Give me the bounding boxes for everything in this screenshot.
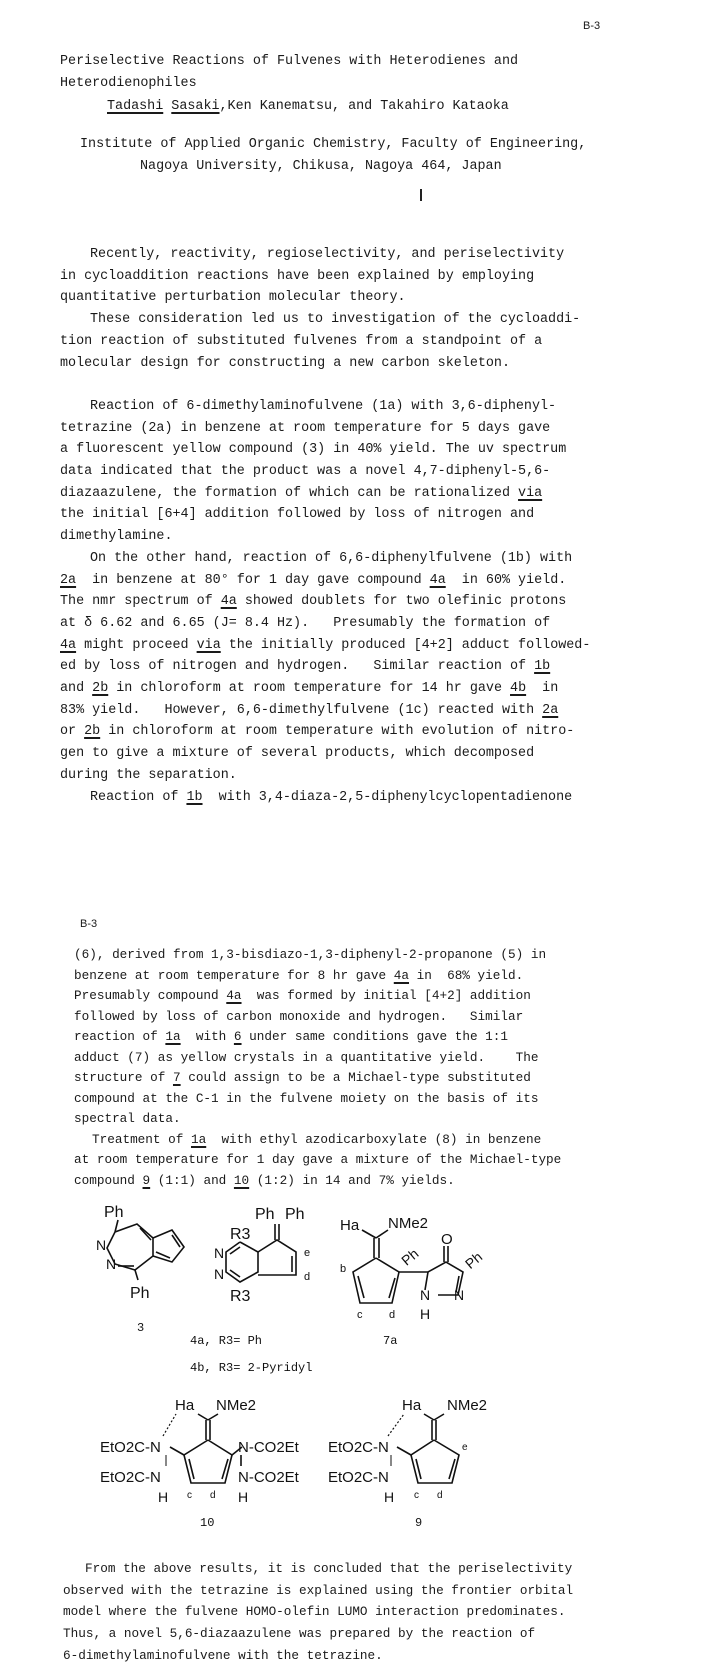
text-line	[63, 1580, 573, 1602]
proton-label: e	[304, 1247, 311, 1259]
compound-reference: 2a	[542, 702, 559, 718]
text-segment: molecular design for constructing a new carbon skeleton.	[60, 355, 510, 371]
authors	[60, 96, 509, 118]
compound-label: 3	[137, 1321, 145, 1335]
text-line	[63, 1645, 573, 1667]
page-code: B-3	[583, 20, 601, 32]
text-line	[60, 787, 590, 809]
n-label: N	[454, 1287, 465, 1303]
text-segment: the initial [6+4] addition followed by loss of nitrogen and	[60, 507, 535, 523]
text-line	[74, 986, 561, 1007]
text-line	[140, 156, 586, 178]
text-line	[60, 591, 590, 613]
compound-label: 9	[415, 1516, 423, 1530]
text-segment: dimethylamine.	[60, 529, 173, 545]
ester-label: EtO2C-N	[328, 1439, 389, 1456]
text-segment: Institute of Applied Organic Chemistry, Faculty of Engineering,	[80, 137, 587, 152]
proton-label: e	[462, 1442, 468, 1453]
text-segment: in 68% yield.	[409, 967, 524, 983]
text-segment: data indicated that the product was a novel 4,7-diphenyl-5,6-	[60, 464, 551, 480]
margin-mark	[420, 189, 422, 201]
text-line	[63, 1558, 573, 1580]
text-segment: in benzene at 80° for 1 day gave compound	[76, 572, 430, 588]
text-line	[60, 287, 590, 309]
proton-label: d	[210, 1490, 216, 1501]
nme2-label: NMe2	[216, 1397, 257, 1414]
compound-reference: 1a	[165, 1029, 181, 1044]
text-line	[74, 1027, 561, 1048]
text-line	[60, 635, 590, 657]
paragraph	[60, 309, 590, 374]
compound-reference: 2b	[92, 681, 109, 697]
compound-label: 4b, R3= 2-Pyridyl	[190, 1361, 313, 1375]
paragraph	[60, 548, 590, 787]
text-segment: These consideration led us to investigation of the cycloaddi-	[90, 312, 581, 328]
text-line	[60, 656, 590, 678]
text-segment: (1:1) and	[150, 1172, 234, 1188]
conclusion	[63, 1558, 573, 1667]
h-label: H	[384, 1489, 395, 1505]
ester-label: N-CO2Et	[238, 1469, 299, 1486]
text-segment: 6-dimethylaminofulvene with the tetrazine.	[63, 1647, 383, 1663]
text-segment: compound at the C-1 in the fulvene moiety on the basis of its	[74, 1090, 539, 1106]
text-line	[60, 396, 590, 418]
text-segment: ed by loss of nitrogen and hydrogen. Similar reaction of	[60, 659, 535, 675]
ester-label: EtO2C-N	[100, 1439, 161, 1456]
compound-reference: 1a	[190, 1131, 207, 1147]
proton-label: c	[357, 1309, 363, 1321]
text-segment: in chloroform at room temperature with evolution of nitro-	[100, 724, 575, 740]
text-segment: Reaction of 6-dimethylaminofulvene (1a) with 3,6-diphenyl-	[90, 398, 557, 414]
compound-reference: 2b	[84, 724, 101, 740]
n-label: N	[106, 1256, 117, 1272]
proton-label: c	[187, 1490, 192, 1501]
text-line	[60, 721, 590, 743]
text-segment: during the separation.	[60, 767, 237, 783]
compound-reference: Sasaki	[171, 99, 220, 114]
compound-label: 4a, R3= Ph	[190, 1334, 263, 1348]
text-segment: structure of	[74, 1070, 173, 1085]
text-line	[74, 966, 561, 987]
text-line	[60, 765, 590, 787]
text-segment: with 3,4-diaza-2,5-diphenylcyclopentadienone	[202, 789, 573, 805]
text-segment: at room temperature for 1 day gave a mixture of the Michael-type	[74, 1152, 562, 1167]
ha-label: Ha	[402, 1397, 422, 1414]
text-line	[74, 1109, 561, 1130]
text-segment: model where the fulvene HOMO-olefin LUMO interaction predominates.	[63, 1604, 566, 1620]
text-segment: Thus, a novel 5,6-diazaazulene was prepared by the reaction of	[63, 1626, 536, 1642]
r3-label: R3	[230, 1288, 251, 1305]
text-segment: adduct (7) as yellow crystals in a quantitative yield. The	[74, 1049, 539, 1065]
text-line	[107, 96, 509, 118]
compound-reference: via	[518, 485, 543, 501]
compound-reference: 4a	[60, 637, 77, 653]
paragraph	[63, 1558, 573, 1667]
h-label: H	[158, 1489, 169, 1505]
compound-reference: 2a	[60, 572, 77, 588]
structure-10	[100, 1397, 300, 1530]
nme2-label: NMe2	[447, 1397, 488, 1414]
text-line	[74, 1130, 561, 1151]
page2-body	[74, 945, 561, 1191]
text-segment: Heterodienophiles	[60, 75, 197, 91]
ph-label: Ph	[104, 1204, 124, 1221]
compound-label: 7a	[383, 1334, 398, 1348]
compound-reference: 9	[142, 1172, 151, 1188]
compound-reference: 1b	[186, 789, 203, 805]
structure-3	[96, 1204, 184, 1335]
h-label: H	[420, 1306, 431, 1322]
text-line	[60, 700, 590, 722]
text-line	[60, 418, 590, 440]
text-segment: the initially produced [4+2] adduct followed-	[220, 637, 591, 653]
compound-reference: 10	[233, 1172, 250, 1188]
text-line	[74, 1150, 561, 1171]
text-segment: in cycloaddition reactions have been explained by employing	[60, 268, 535, 284]
paragraph	[74, 1130, 561, 1192]
text-segment: in chloroform at room temperature for 14 hr gave	[108, 681, 511, 697]
compound-reference: 4b	[510, 681, 527, 697]
text-segment: diazaazulene, the formation of which can be rationalized	[60, 485, 519, 501]
text-segment: 83% yield. However, 6,6-dimethylfulvene (1c) reacted with	[60, 702, 543, 718]
text-line	[60, 613, 590, 635]
text-line	[60, 570, 590, 592]
text-segment: was formed by initial [4+2] addition	[241, 988, 531, 1003]
text-segment: ,Ken Kanematsu, and Takahiro Kataoka	[219, 99, 509, 114]
compound-reference: 7	[172, 1070, 181, 1085]
text-line	[63, 1601, 573, 1623]
text-segment: showed doublets for two olefinic protons	[236, 594, 567, 610]
text-line	[60, 73, 518, 95]
text-segment: gen to give a mixture of several products, which decomposed	[60, 746, 535, 762]
text-segment: reaction of	[74, 1029, 166, 1044]
nme2-label: NMe2	[388, 1215, 429, 1232]
ester-label: EtO2C-N	[100, 1469, 161, 1486]
text-segment: Recently, reactivity, regioselectivity, and periselectivity	[90, 247, 565, 262]
text-line	[74, 1068, 561, 1089]
text-segment: might proceed	[76, 637, 197, 653]
text-segment: under same conditions gave the 1:1	[241, 1029, 509, 1044]
text-segment: Treatment of	[92, 1131, 191, 1147]
page-code: B-3	[80, 918, 98, 930]
ha-label: Ha	[175, 1397, 195, 1414]
text-line	[60, 309, 590, 331]
text-segment: at δ 6.62 and 6.65 (J= 8.4 Hz). Presumably the formation of	[60, 615, 551, 631]
ph-label: Ph	[130, 1285, 150, 1302]
text-segment: Presumably compound	[74, 988, 227, 1003]
text-line	[74, 1171, 561, 1192]
chemical-structures	[0, 1192, 704, 1532]
oxygen-label: O	[441, 1231, 453, 1248]
compound-reference: 4a	[393, 967, 410, 983]
ester-label: N-CO2Et	[238, 1439, 299, 1456]
ha-label: Ha	[340, 1217, 360, 1234]
paragraph	[74, 945, 561, 1130]
compound-reference: 1b	[534, 659, 551, 675]
text-line	[60, 51, 518, 73]
text-segment: From the above results, it is concluded that the periselectivity	[85, 1561, 573, 1576]
text-segment: (1:2) in 14 and 7% yields.	[249, 1172, 455, 1188]
text-segment: with ethyl azodicarboxylate (8) in benzene	[206, 1131, 542, 1147]
text-segment: Nagoya University, Chikusa, Nagoya 464, Japan	[140, 158, 502, 174]
structure-4	[190, 1206, 312, 1375]
text-line	[60, 743, 590, 765]
ester-label: EtO2C-N	[328, 1469, 389, 1486]
text-segment: On the other hand, reaction of 6,6-diphenylfulvene (1b) with	[90, 550, 573, 566]
text-segment: The nmr spectrum of	[60, 594, 221, 610]
text-line	[60, 244, 590, 266]
text-segment: Reaction of	[90, 789, 187, 805]
text-segment: a fluorescent yellow compound (3) in 40% yield. The uv spectrum	[60, 442, 567, 458]
text-segment: tetrazine (2a) in benzene at room temperature for 5 days gave	[60, 420, 551, 436]
proton-label: c	[414, 1490, 419, 1501]
text-line	[60, 461, 590, 483]
text-segment: spectral data.	[74, 1111, 181, 1126]
page1-body	[60, 244, 590, 808]
text-segment: and	[60, 681, 93, 697]
h-label: H	[238, 1489, 249, 1505]
ph-label: Ph	[398, 1245, 422, 1269]
compound-label: 10	[200, 1516, 215, 1530]
text-segment: benzene at room temperature for 8 hr gave	[74, 967, 394, 983]
proton-label: d	[389, 1309, 396, 1321]
n-label: N	[96, 1237, 107, 1253]
text-line	[60, 266, 590, 288]
structure-7a	[340, 1215, 485, 1348]
text-segment: or	[60, 724, 85, 740]
text-segment: (6), derived from 1,3-bisdiazo-1,3-diphenyl-2-propanone (5) in	[74, 947, 547, 962]
text-line	[60, 483, 590, 505]
text-line	[80, 134, 586, 156]
ph-label: Ph	[285, 1206, 305, 1223]
ph-label: Ph	[255, 1206, 275, 1223]
text-line	[60, 439, 590, 461]
text-line	[74, 945, 561, 966]
compound-reference: 4a	[429, 572, 446, 588]
text-segment: Periselective Reactions of Fulvenes with Heterodienes and	[60, 54, 519, 69]
text-segment: could assign to be a Michael-type substituted	[180, 1070, 531, 1085]
text-line	[74, 1007, 561, 1028]
structure-9	[328, 1397, 487, 1530]
text-segment: followed by loss of carbon monoxide and hydrogen. Similar	[74, 1008, 524, 1024]
text-segment: compound	[74, 1172, 143, 1188]
compound-reference: 6	[233, 1029, 242, 1044]
n-label: N	[420, 1287, 431, 1303]
r3-label: R3	[230, 1226, 251, 1243]
compound-reference: Tadashi	[107, 99, 164, 114]
compound-reference: 4a	[226, 988, 242, 1003]
paragraph	[60, 396, 590, 548]
n-label: N	[214, 1266, 225, 1282]
text-line	[60, 548, 590, 570]
n-label: N	[214, 1245, 225, 1261]
text-segment: in	[526, 681, 559, 697]
text-segment: with	[180, 1029, 234, 1044]
text-segment: in 60% yield.	[445, 572, 567, 588]
text-line	[60, 526, 590, 548]
text-line	[60, 331, 590, 353]
ph-label: Ph	[461, 1248, 486, 1272]
text-line	[74, 1089, 561, 1110]
paragraph	[60, 244, 590, 309]
text-segment: observed with the tetrazine is explained using the frontier orbital	[63, 1582, 574, 1598]
proton-label: b	[340, 1263, 347, 1275]
compound-reference: via	[196, 637, 221, 653]
text-segment: quantitative perturbation molecular theory.	[60, 290, 406, 306]
compound-reference: 4a	[220, 594, 237, 610]
proton-label: d	[304, 1271, 311, 1283]
text-line	[63, 1623, 573, 1645]
text-segment: tion reaction of substituted fulvenes from a standpoint of a	[60, 333, 543, 349]
text-line	[74, 1048, 561, 1069]
text-line	[60, 504, 590, 526]
paragraph	[60, 787, 590, 809]
proton-label: d	[437, 1490, 443, 1501]
text-line	[60, 678, 590, 700]
paper-title	[60, 51, 518, 94]
affiliation	[80, 134, 586, 177]
text-line	[60, 353, 590, 375]
